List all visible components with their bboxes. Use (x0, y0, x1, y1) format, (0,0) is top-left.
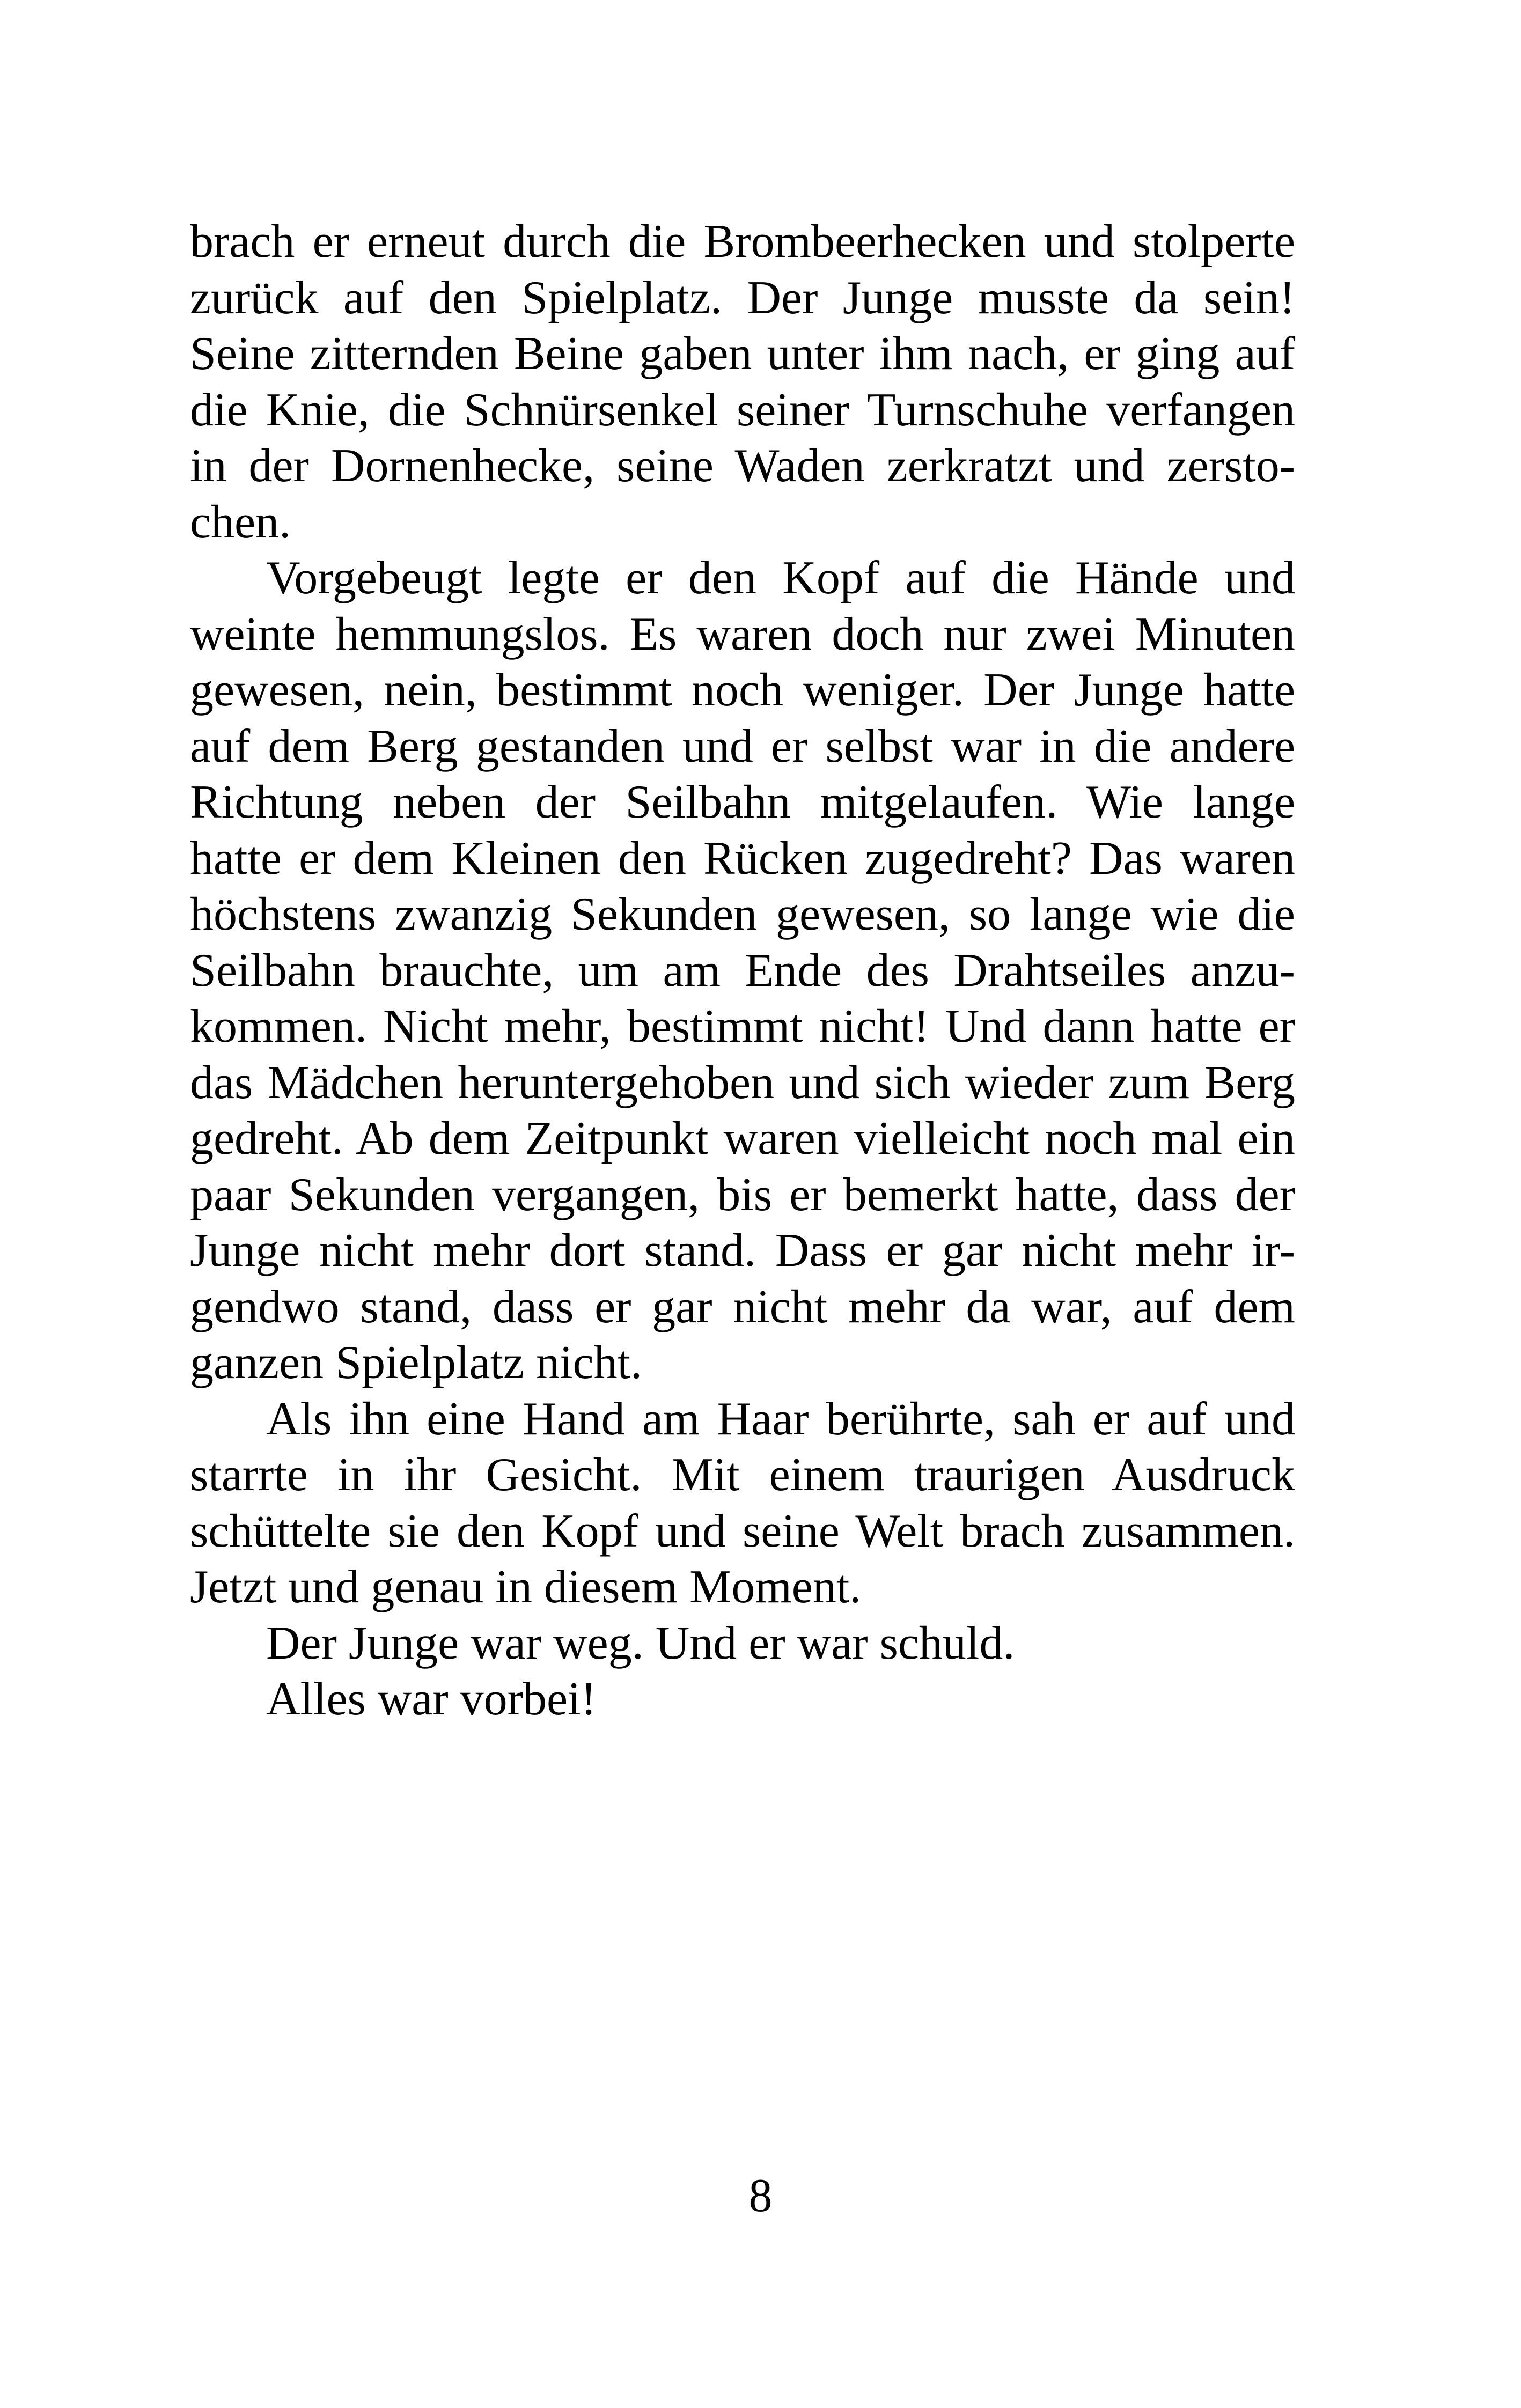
text-line: paar Sekunden vergangen, bis er bemerkt hatte, dass der (190, 1168, 1295, 1221)
page-number: 8 (748, 2170, 773, 2222)
text-line: chen. (190, 496, 291, 548)
text-line: brach er erneut durch die Brombeerhecken und stolperte (190, 216, 1295, 268)
text-line: höchstens zwanzig Sekunden gewesen, so lange wie die (190, 888, 1295, 940)
text-line: ganzen Spielplatz nicht. (190, 1337, 643, 1389)
text-line: Als ihn eine Hand am Haar berührte, sah er auf und (266, 1393, 1295, 1445)
text-line: Seilbahn brauchte, um am Ende des Drahtseiles anzu- (190, 944, 1295, 997)
text-line: weinte hemmungslos. Es waren doch nur zwei Minuten (190, 608, 1295, 660)
text-line: Der Junge war weg. Und er war schuld. (266, 1617, 1015, 1669)
text-line: auf dem Berg gestanden und er selbst war in die andere (190, 720, 1295, 772)
text-line: Jetzt und genau in diesem Moment. (190, 1561, 862, 1613)
text-line: hatte er dem Kleinen den Rücken zugedreht? Das waren (190, 832, 1295, 885)
text-line: das Mädchen heruntergehoben und sich wieder zum Berg (190, 1056, 1295, 1109)
text-line: Junge nicht mehr dort stand. Dass er gar nicht mehr ir- (190, 1225, 1295, 1277)
text-line: Seine zitternden Beine gaben unter ihm nach, er ging auf (190, 328, 1295, 380)
text-line: kommen. Nicht mehr, bestimmt nicht! Und dann hatte er (190, 1000, 1295, 1052)
text-line: Alles war vorbei! (266, 1673, 597, 1725)
text-line: Richtung neben der Seilbahn mitgelaufen. Wie lange (190, 776, 1295, 828)
text-line: gewesen, nein, bestimmt noch weniger. Der Junge hatte (190, 664, 1295, 716)
text-line: Vorgebeugt legte er den Kopf auf die Hände und (266, 552, 1295, 604)
text-line: gedreht. Ab dem Zeitpunkt waren vielleicht noch mal ein (190, 1113, 1295, 1165)
text-line: die Knie, die Schnürsenkel seiner Turnschuhe verfangen (190, 384, 1295, 436)
text-line: zurück auf den Spielplatz. Der Junge musste da sein! (190, 271, 1295, 324)
text-line: gendwo stand, dass er gar nicht mehr da war, auf dem (190, 1280, 1295, 1333)
text-line: in der Dornenhecke, seine Waden zerkratzt und zersto- (190, 440, 1295, 492)
text-line: schüttelte sie den Kopf und seine Welt brach zusammen. (190, 1505, 1295, 1557)
body-text (190, 214, 1295, 1728)
text-line: starrte in ihr Gesicht. Mit einem traurigen Ausdruck (190, 1449, 1295, 1501)
